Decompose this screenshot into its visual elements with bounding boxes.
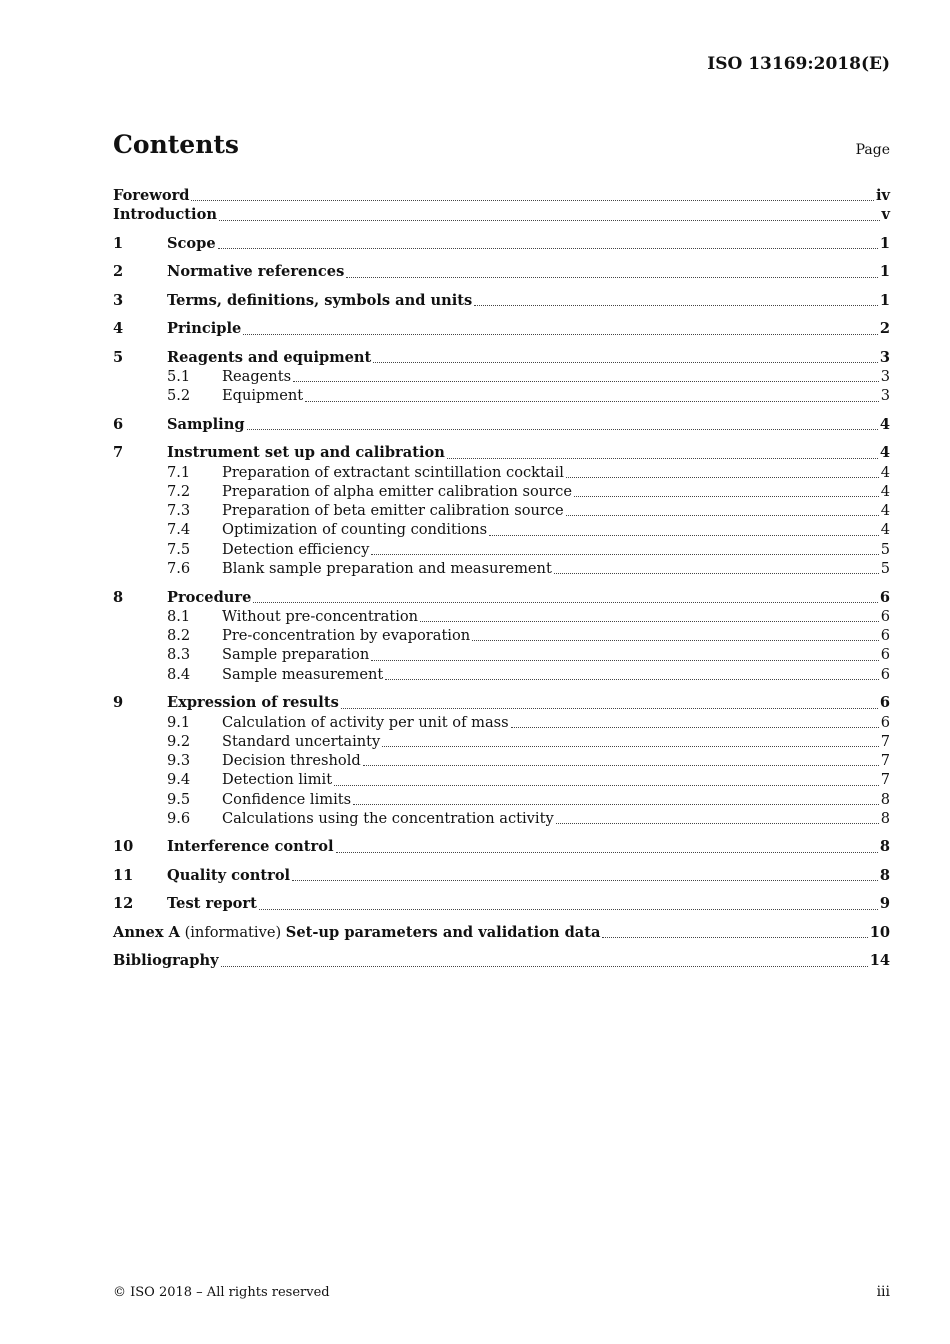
toc-subclause-number: 7.1 (167, 463, 191, 481)
toc-leader-dots (221, 965, 868, 967)
toc-leader-dots (447, 457, 878, 459)
toc-page-number: 10 (869, 923, 890, 941)
toc-leader-dots (259, 908, 878, 910)
toc-entry-title: Confidence limits (222, 790, 352, 808)
toc-entry[interactable] (113, 443, 890, 462)
toc-entry[interactable] (113, 809, 890, 828)
toc-clause-number: 1 (113, 234, 124, 252)
toc-entry-title: Foreword (113, 187, 190, 204)
toc-leader-dots (472, 639, 879, 641)
toc-clause-number: 5 (113, 348, 124, 366)
toc-subclause-number: 8.1 (167, 607, 191, 625)
toc-entry-title: Terms, definitions, symbols and units (167, 291, 473, 309)
toc-entry[interactable] (113, 894, 890, 913)
page-number: iii (876, 1284, 890, 1300)
toc-entry[interactable] (113, 482, 890, 501)
toc-page-number: 4 (880, 502, 890, 520)
toc-page-number: 7 (880, 732, 890, 750)
toc-entry[interactable] (113, 234, 890, 253)
toc-leader-dots (566, 514, 879, 516)
toc-entry[interactable] (113, 866, 890, 885)
toc-page-number: 4 (879, 415, 890, 433)
toc-entry-title: Test report (167, 895, 257, 913)
toc-entry[interactable] (113, 732, 890, 751)
toc-entry-title: Preparation of extractant scintillation cocktail (222, 463, 564, 481)
toc-clause-number: 11 (113, 866, 134, 884)
toc-clause-number: 3 (113, 291, 124, 309)
toc-subclause-number: 8.3 (167, 646, 191, 664)
toc-leader-dots (385, 678, 878, 680)
toc-entry-title: Detection efficiency (222, 540, 370, 558)
toc-page-number: 7 (880, 752, 890, 770)
toc-subclause-number: 9.2 (167, 732, 191, 750)
toc-page-number: 3 (880, 387, 890, 405)
toc-entry[interactable] (113, 291, 890, 310)
toc-entry[interactable] (113, 770, 890, 789)
toc-entry-title: Reagents (222, 368, 292, 386)
toc-subclause-number: 9.3 (167, 752, 191, 770)
toc-leader-dots (219, 219, 880, 221)
toc-entry-title: Expression of results (167, 694, 339, 712)
toc-subclause-number: 5.1 (167, 368, 191, 386)
toc-page-number: 4 (880, 521, 890, 539)
toc-entry-title: Standard uncertainty (222, 732, 381, 750)
toc-entry-title: Without pre-concentration (222, 607, 419, 625)
toc-entry-title: Principle (167, 320, 242, 338)
toc-page-number: 1 (879, 291, 890, 309)
toc-leader-dots (346, 276, 878, 278)
toc-page-number: 6 (879, 588, 890, 606)
toc-entry-title: Preparation of alpha emitter calibration source (222, 482, 572, 500)
toc-entry-title: Scope (167, 234, 216, 252)
toc-entry[interactable] (113, 262, 890, 281)
toc-subclause-number: 9.5 (167, 790, 191, 808)
toc-subclause-number: 7.6 (167, 560, 191, 578)
toc-leader-dots (489, 534, 879, 536)
toc-entry-title: Decision threshold (222, 752, 361, 770)
toc-leader-dots (341, 707, 878, 709)
toc-entry-title: Interference control (167, 838, 334, 856)
toc-leader-dots (293, 380, 879, 382)
toc-entry[interactable] (113, 540, 890, 559)
toc-clause-number: 7 (113, 444, 124, 462)
toc-leader-dots (382, 745, 878, 747)
toc-entry[interactable] (113, 713, 890, 732)
toc-entry[interactable] (113, 607, 890, 626)
toc-entry-title: Detection limit (222, 771, 333, 789)
toc-page-number: 6 (880, 607, 890, 625)
toc-leader-dots (474, 304, 878, 306)
toc-leader-dots (191, 199, 874, 201)
toc-entry[interactable] (113, 205, 890, 224)
toc-entry-title: Pre-concentration by evaporation (222, 627, 471, 645)
toc-entry[interactable] (113, 665, 890, 684)
toc-subclause-number: 8.2 (167, 627, 191, 645)
toc-leader-dots (305, 400, 879, 402)
toc-clause-number: 2 (113, 263, 124, 281)
toc-entry[interactable] (113, 588, 890, 607)
toc-entry[interactable] (113, 501, 890, 520)
toc-subclause-number: 7.5 (167, 540, 191, 558)
page-column-label: Page (855, 142, 890, 158)
toc-entry[interactable] (113, 645, 890, 664)
toc-leader-dots (336, 851, 878, 853)
toc-leader-dots (566, 476, 879, 478)
toc-leader-dots (371, 659, 878, 661)
toc-page-number: 6 (880, 665, 890, 683)
toc-page-number: 2 (879, 320, 890, 338)
toc-page-number: 8 (879, 838, 890, 856)
toc-page-number: 8 (880, 810, 890, 827)
toc-entry[interactable] (113, 693, 890, 712)
toc-entry[interactable] (113, 923, 890, 942)
toc-clause-number: 6 (113, 415, 124, 433)
toc-leader-dots (420, 620, 879, 622)
toc-page-number: 4 (880, 482, 890, 500)
toc-subclause-number: 9.6 (167, 810, 191, 827)
toc-entry[interactable] (113, 348, 890, 367)
toc-page-number: v (881, 206, 890, 224)
toc-page-number: 6 (880, 646, 890, 664)
toc-entry[interactable] (113, 186, 890, 205)
page-title: Contents (113, 130, 240, 159)
toc-leader-dots (556, 822, 879, 824)
toc-subclause-number: 7.3 (167, 502, 191, 520)
toc-page-number: 8 (879, 866, 890, 884)
toc-leader-dots (554, 572, 879, 574)
toc-page-number: 8 (880, 790, 890, 808)
toc-entry[interactable] (113, 626, 890, 645)
toc-entry-title: Procedure (167, 588, 252, 606)
toc-annex-id: Annex A (113, 923, 180, 941)
toc-entry-title: Optimization of counting conditions (222, 521, 488, 539)
toc-entry-title: Equipment (222, 387, 304, 405)
toc-entry-title: Blank sample preparation and measurement (222, 560, 552, 578)
toc-page-number: 1 (879, 263, 890, 281)
toc-clause-number: 9 (113, 694, 124, 712)
toc-page-number: 6 (880, 627, 890, 645)
toc-entry-title: Calculation of activity per unit of mass (222, 713, 509, 731)
toc-entry-title: Calculations using the concentration activity (222, 810, 554, 827)
toc-entry-title: Normative references (167, 263, 345, 281)
toc-entry-title: Preparation of beta emitter calibration source (222, 502, 564, 520)
toc-entry[interactable] (113, 520, 890, 539)
document-id: ISO 13169:2018(E) (707, 54, 890, 74)
toc-page-number: 14 (869, 952, 890, 970)
toc-clause-number: 10 (113, 838, 134, 856)
toc-clause-number: 4 (113, 320, 124, 338)
toc-entry-title: Instrument set up and calibration (167, 444, 445, 462)
toc-leader-dots (602, 936, 867, 938)
toc-leader-dots (292, 879, 878, 881)
toc-entry[interactable] (113, 559, 890, 578)
toc-entry[interactable] (113, 951, 890, 970)
toc-entry-title: Quality control (167, 866, 291, 884)
toc-entry-title: Reagents and equipment (167, 348, 372, 366)
toc-page-number: 6 (880, 713, 890, 731)
toc-entry-title: Sample preparation (222, 646, 370, 664)
toc-leader-dots (243, 333, 878, 335)
toc-leader-dots (574, 495, 879, 497)
toc-leader-dots (371, 553, 878, 555)
toc-leader-dots (373, 361, 878, 363)
toc-subclause-number: 9.1 (167, 713, 191, 731)
toc-subclause-number: 5.2 (167, 387, 191, 405)
toc-entry[interactable] (113, 751, 890, 770)
toc-page-number: 5 (880, 560, 890, 578)
toc-entry-title: Sampling (167, 415, 245, 433)
toc-leader-dots (363, 764, 879, 766)
toc-entry[interactable] (113, 463, 890, 482)
toc-subclause-number: 7.2 (167, 482, 191, 500)
toc-page-number: 7 (880, 771, 890, 789)
table-of-contents (113, 186, 890, 971)
toc-page-number: 5 (880, 540, 890, 558)
toc-subclause-number: 9.4 (167, 771, 191, 789)
toc-clause-number: 8 (113, 588, 124, 606)
toc-entry-title: Bibliography (113, 952, 219, 970)
toc-leader-dots (247, 428, 878, 430)
toc-annex-note: (informative) (179, 923, 286, 941)
toc-leader-dots (353, 803, 879, 805)
toc-entry[interactable] (113, 837, 890, 856)
toc-page-number: iv (875, 187, 890, 204)
toc-entry-title: Set-up parameters and validation data (285, 923, 601, 941)
toc-leader-dots (511, 726, 879, 728)
toc-leader-dots (253, 601, 877, 603)
toc-leader-dots (334, 784, 879, 786)
toc-page-number: 6 (879, 694, 890, 712)
toc-page-number: 3 (880, 368, 890, 386)
toc-leader-dots (218, 247, 878, 249)
toc-entry[interactable] (113, 319, 890, 338)
toc-subclause-number: 8.4 (167, 665, 191, 683)
toc-page-number: 1 (879, 234, 890, 252)
toc-annex-title (113, 923, 600, 942)
toc-page-number: 4 (880, 463, 890, 481)
toc-page-number: 9 (879, 895, 890, 913)
toc-entry[interactable] (113, 790, 890, 809)
toc-entry-title: Introduction (113, 206, 217, 224)
toc-entry[interactable] (113, 367, 890, 386)
toc-clause-number: 12 (113, 895, 134, 913)
toc-page-number: 4 (879, 444, 890, 462)
toc-subclause-number: 7.4 (167, 521, 191, 539)
toc-entry-title: Sample measurement (222, 665, 384, 683)
toc-page-number: 3 (879, 348, 890, 366)
toc-entry[interactable] (113, 415, 890, 434)
copyright-notice: © ISO 2018 – All rights reserved (113, 1285, 330, 1300)
toc-entry[interactable] (113, 386, 890, 405)
